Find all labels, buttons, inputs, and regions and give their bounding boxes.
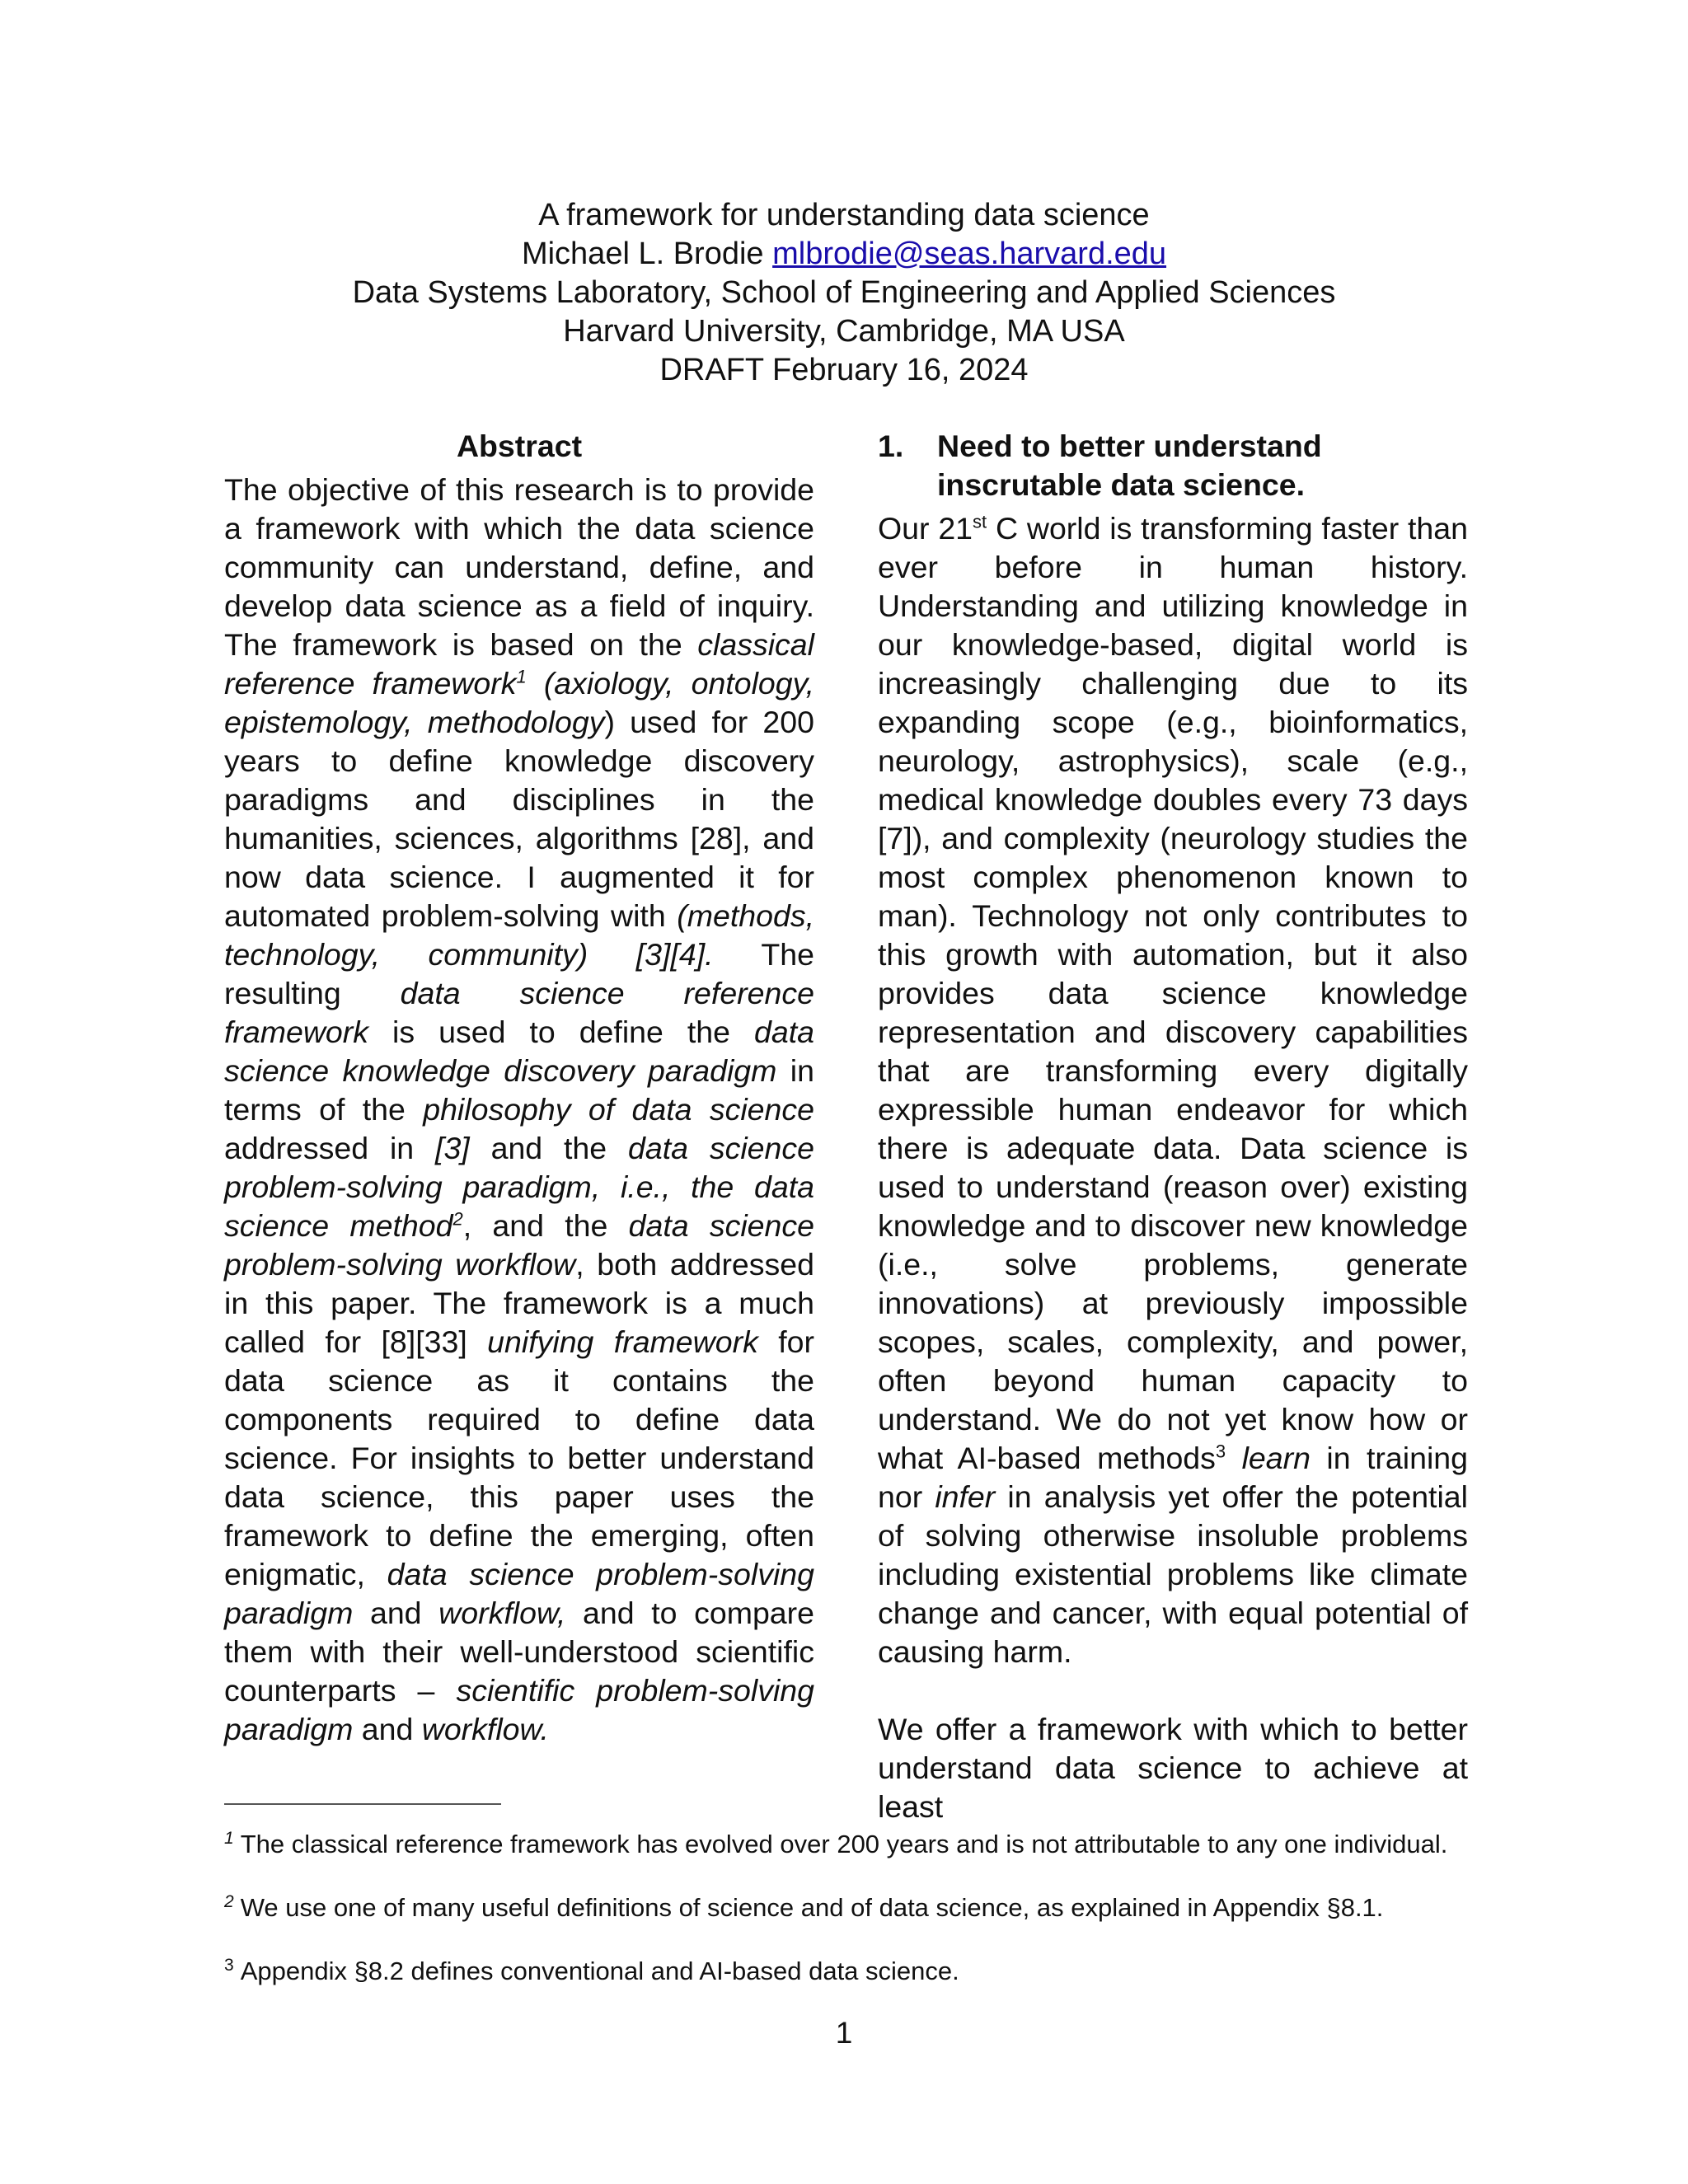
text-run: in training nor	[878, 1441, 1468, 1514]
text-run: C world is transforming faster than ever before in human history. Understanding and utilizing knowledge in our knowledge-based, digital world is increasingly challenging due to its expanding scope (e.g., bioinformatics, neurology, astrophysics), scale (e.g., medical knowledge doubles every 73 days [7]), and complexity (neurology studies the most complex phenomenon known to man). Technology not only contributes to this growth with automation, but it also provides data science knowledge representation and discovery capabilities that are transforming every digitally expressible human endeavor for which there is adequate data. Data science is used to understand (reason over) existing knowledge and to discover new knowledge (i.e., solve problems, generate innovations) at previously impossible scopes, scales, complexity, and power, often beyond human capacity to understand. We do not yet know how or what AI-based methods	[878, 511, 1468, 1475]
footnote-mark: 2	[224, 1891, 234, 1911]
footnote-text: We use one of many useful definitions of science and of data science, as explained in Appendix §8.1.	[240, 1893, 1384, 1922]
text-run: addressed in	[224, 1131, 436, 1165]
footnote-divider	[224, 1803, 501, 1805]
text-run: in terms of the	[224, 1053, 814, 1127]
section-number: 1.	[878, 429, 904, 463]
italic-text-run: classical reference framework	[224, 627, 814, 701]
italic-text-run: learn	[1241, 1441, 1311, 1475]
text-run: The resulting	[224, 937, 814, 1010]
footnote	[224, 1828, 1543, 1861]
text-run: and	[353, 1596, 439, 1630]
left-column	[224, 427, 814, 1749]
section-paragraph-1	[878, 509, 1468, 1671]
text-run: and to compare them with their well-understood scientific counterparts –	[224, 1596, 815, 1708]
text-run: , both addressed in this paper. The framework is a much called for [8][33]	[224, 1247, 814, 1359]
text-run: and	[353, 1712, 422, 1746]
paper-header	[0, 196, 1688, 390]
superscript-reference: 1	[516, 666, 527, 687]
text-run	[1226, 1441, 1241, 1475]
footnote-text: Appendix §8.2 defines conventional and AI-based data science.	[240, 1957, 959, 1985]
abstract-body	[224, 471, 814, 1749]
author-email-link[interactable]: mlbrodie@seas.harvard.edu	[772, 237, 1167, 271]
italic-text-run: data science problem-solving workflow	[224, 1208, 814, 1282]
text-run: , and the	[462, 1208, 629, 1243]
section-title: Need to better understand inscrutable data science.	[937, 429, 1322, 502]
italic-text-run: workflow,	[438, 1596, 566, 1630]
superscript-reference: st	[973, 511, 987, 532]
paper-title: A framework for understanding data science	[538, 198, 1150, 232]
author-line	[0, 235, 1688, 274]
footnotes	[224, 1828, 1543, 2018]
author-name: Michael L. Brodie	[521, 237, 764, 271]
superscript-reference: 3	[1215, 1441, 1226, 1462]
text-run: ) used for 200 years to define knowledge discovery paradigms and disciplines in the humanities, sciences, algorithms [28], and now data science. I augmented it for automated problem-solving with	[224, 705, 814, 933]
footnote-text: The classical reference framework has evolved over 200 years and is not attributable to any one individual.	[240, 1830, 1448, 1858]
page-number: 1	[835, 2016, 853, 2050]
text-run: Our 21	[878, 511, 973, 546]
location: Harvard University, Cambridge, MA USA	[563, 314, 1125, 349]
italic-text-run: (methods, technology, community) [3][4].	[224, 898, 814, 972]
italic-text-run: workflow.	[421, 1712, 549, 1746]
italic-text-run: data science knowledge discovery paradigm	[224, 1015, 814, 1088]
superscript-reference: 2	[452, 1208, 463, 1230]
italic-text-run: [3]	[435, 1131, 470, 1165]
section-paragraph-2: We offer a framework with which to better understand data science to achieve at least	[878, 1712, 1468, 1824]
section-heading	[878, 427, 1468, 504]
affiliation: Data Systems Laboratory, School of Engineering and Applied Sciences	[352, 275, 1336, 310]
footnote	[224, 1955, 1543, 1988]
italic-text-run: philosophy of data science	[423, 1092, 814, 1127]
right-column	[878, 427, 1468, 1826]
italic-text-run: unifying framework	[487, 1324, 758, 1359]
abstract-heading: Abstract	[456, 429, 583, 463]
italic-text-run: (axiology, ontology, epistemology, methodology	[224, 666, 814, 739]
text-run: in analysis yet offer the potential of solving otherwise insoluble problems including existential problems like climate change and cancer, with equal potential of causing harm.	[878, 1479, 1468, 1669]
footnote	[224, 1891, 1543, 1924]
footnote-mark: 1	[224, 1828, 234, 1848]
text-run: and the	[469, 1131, 628, 1165]
italic-text-run: infer	[935, 1479, 996, 1514]
footnote-mark: 3	[224, 1955, 234, 1975]
italic-text-run: data science reference framework	[224, 976, 814, 1049]
text-run: is used to define the	[368, 1015, 754, 1049]
text-run: for data science as it contains the components required to define data science. For insights to better understand data science, this paper uses the framework to define the emerging, often enigmatic,	[224, 1324, 814, 1591]
italic-text-run: data science problem-solving paradigm	[224, 1557, 814, 1630]
italic-text-run: data science problem-solving paradigm, i.e., the data science method	[224, 1131, 814, 1243]
draft-date: DRAFT February 16, 2024	[659, 353, 1029, 387]
italic-text-run: scientific problem-solving paradigm	[224, 1673, 814, 1746]
text-run: The objective of this research is to provide a framework with which the data science community can understand, define, and develop data science as a field of inquiry. The framework is based on the	[224, 472, 814, 662]
